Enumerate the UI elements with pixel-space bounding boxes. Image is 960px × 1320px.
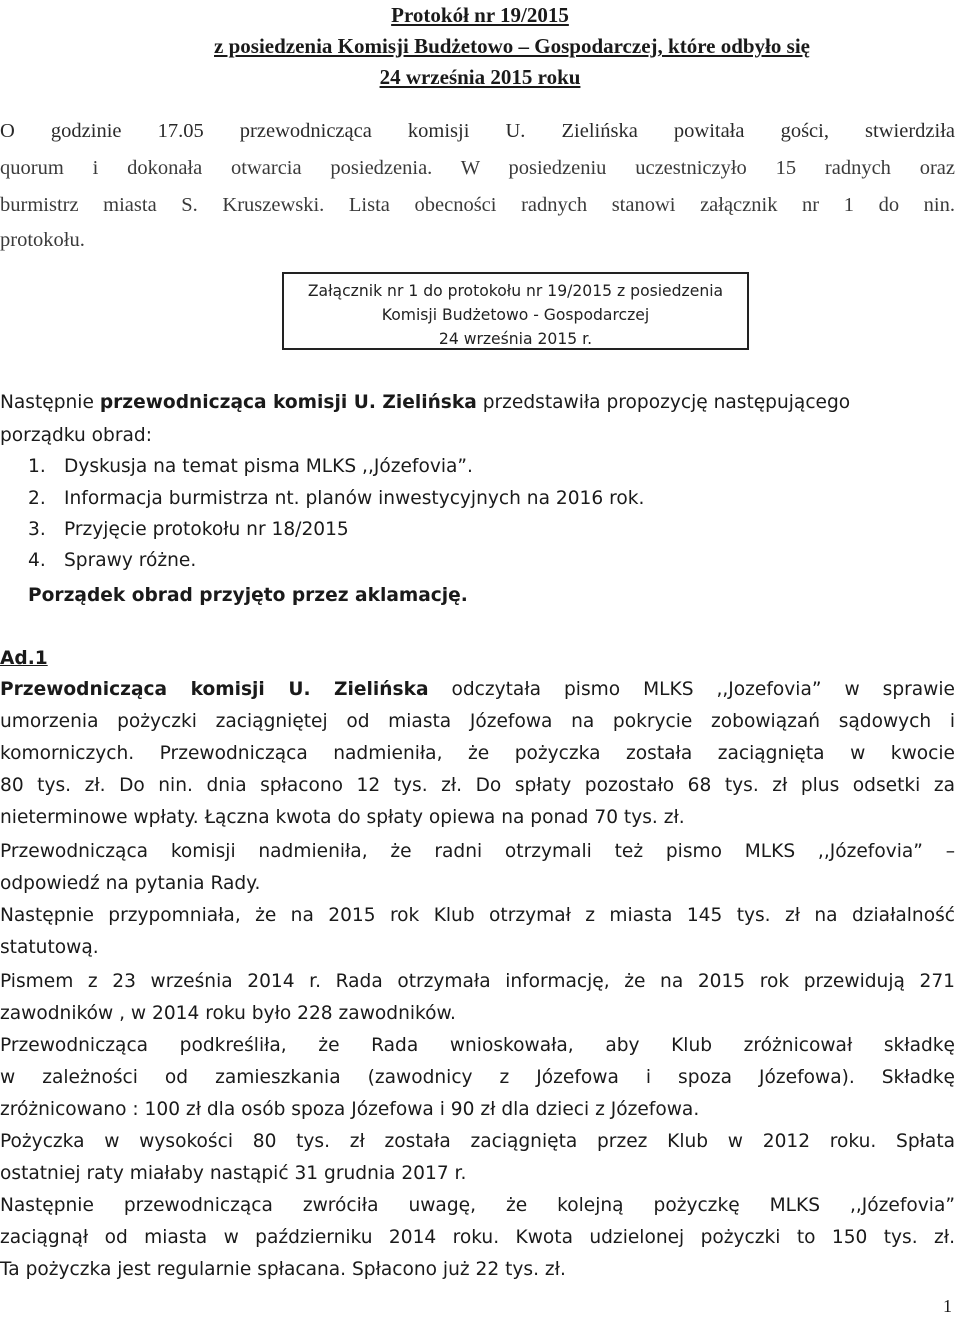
page-number: 1 <box>943 1296 952 1316</box>
agenda-intro <box>0 387 955 419</box>
agenda-item-text: Dyskusja na temat pisma MLKS ,,Józefovia”. <box>64 456 473 477</box>
ad1-line: 80 tys. zł. Do nin. dnia spłacono 12 tys. zł. Do spłaty pozostało 68 tys. zł plus odsetki za <box>0 775 955 796</box>
intro-text: O godzinie 17.05 przewodnicząca komisji U. Zielińska powitała gości, stwierdziła <box>0 120 955 142</box>
agenda-item-text: Przyjęcie protokołu nr 18/2015 <box>64 519 349 540</box>
intro-line: quorum i dokonała otwarcia posiedzenia. W posiedzeniu uczestniczyło 15 radnych oraz <box>0 157 955 179</box>
attachment-line: Załącznik nr 1 do protokołu nr 19/2015 z posiedzenia <box>307 282 724 300</box>
agenda-item <box>28 483 644 515</box>
section-heading-ad1: Ad.1 <box>0 648 48 669</box>
ad1-text: odczytała pismo MLKS ,,Jozefovia” w sprawie <box>428 679 955 700</box>
agenda-item-text: Sprawy różne. <box>64 550 197 571</box>
intro-line <box>0 115 955 147</box>
ad1-line: komorniczych. Przewodnicząca nadmieniła, że pożyczka została zaciągnięta w kwocie <box>0 743 955 764</box>
attachment-line: Komisji Budżetowo - Gospodarczej <box>381 306 650 324</box>
agenda-item-text: Informacja burmistrza nt. planów inwestycyjnych na 2016 rok. <box>64 488 645 509</box>
ad1-line: Pismem z 23 września 2014 r. Rada otrzymała informację, że na 2015 rok przewidują 271 <box>0 971 955 992</box>
ad1-line <box>0 674 955 706</box>
intro-line: burmistrz miasta S. Kruszewski. Lista obecności radnych stanowi załącznik nr 1 do nin. <box>0 194 955 216</box>
ad1-line: ostatniej raty miałaby nastąpić 31 grudnia 2017 r. <box>0 1163 467 1184</box>
protocol-date: 24 września 2015 roku <box>379 65 581 89</box>
agenda-item <box>28 545 196 577</box>
ad1-line: Następnie przypomniała, że na 2015 rok Klub otrzymał z miasta 145 tys. zł na działalność <box>0 905 955 926</box>
agenda-item <box>28 451 473 483</box>
ad1-line: Przewodnicząca komisji nadmieniła, że radni otrzymali też pismo MLKS ,,Józefovia” – <box>0 841 955 862</box>
agenda-intro-line2: porządku obrad: <box>0 425 152 446</box>
agenda-item-number: 1. <box>28 456 46 477</box>
agenda-item-number: 4. <box>28 550 46 571</box>
agenda-intro-text: przedstawiła propozycję następującego <box>476 392 851 413</box>
ad1-line: odpowiedź na pytania Rady. <box>0 873 261 894</box>
ad1-line: zaciągnął od miasta w październiku 2014 roku. Kwota udzielonej pożyczki to 150 tys. zł. <box>0 1227 955 1248</box>
attachment-note-box <box>282 272 749 350</box>
ad1-line: w zależności od zamieszkania (zawodnicy z Józefowa i spoza Józefowa). Składkę <box>0 1067 955 1088</box>
agenda-item-number: 2. <box>28 488 46 509</box>
agenda-accepted: Porządek obrad przyjęto przez aklamację. <box>28 585 468 606</box>
ad1-line: Ta pożyczka jest regularnie spłacana. Spłacono już 22 tys. zł. <box>0 1259 566 1280</box>
protocol-subtitle: z posiedzenia Komisji Budżetowo – Gospodarczej, które odbyło się <box>214 34 810 58</box>
ad1-line: umorzenia pożyczki zaciągniętej od miasta Józefowa na pokrycie zobowiązań sądowych i <box>0 711 955 732</box>
agenda-intro-text: Następnie <box>0 392 100 413</box>
ad1-line: Następnie przewodnicząca zwróciła uwagę, że kolejną pożyczkę MLKS ,,Józefovia” <box>0 1195 955 1216</box>
agenda-item-number: 3. <box>28 519 46 540</box>
protocol-title: Protokół nr 19/2015 <box>391 3 569 27</box>
agenda-item <box>28 514 349 546</box>
chairwoman-name: przewodnicząca komisji U. Zielińska <box>99 392 477 413</box>
ad1-line: statutową. <box>0 937 99 958</box>
intro-line: protokołu. <box>0 229 85 251</box>
ad1-line: zawodników , w 2014 roku było 228 zawodników. <box>0 1003 456 1024</box>
attachment-line: 24 września 2015 r. <box>438 330 593 348</box>
ad1-line: nieterminowe wpłaty. Łączna kwota do spłaty opiewa na ponad 70 tys. zł. <box>0 807 685 828</box>
ad1-line: Przewodnicząca podkreśliła, że Rada wnioskowała, aby Klub zróżnicował składkę <box>0 1035 955 1056</box>
ad1-line: zróżnicowano : 100 zł dla osób spoza Józefowa i 90 zł dla dzieci z Józefowa. <box>0 1099 700 1120</box>
ad1-line: Pożyczka w wysokości 80 tys. zł została zaciągnięta przez Klub w 2012 roku. Spłata <box>0 1131 955 1152</box>
chairwoman-name: Przewodnicząca komisji U. Zielińska <box>0 679 429 700</box>
